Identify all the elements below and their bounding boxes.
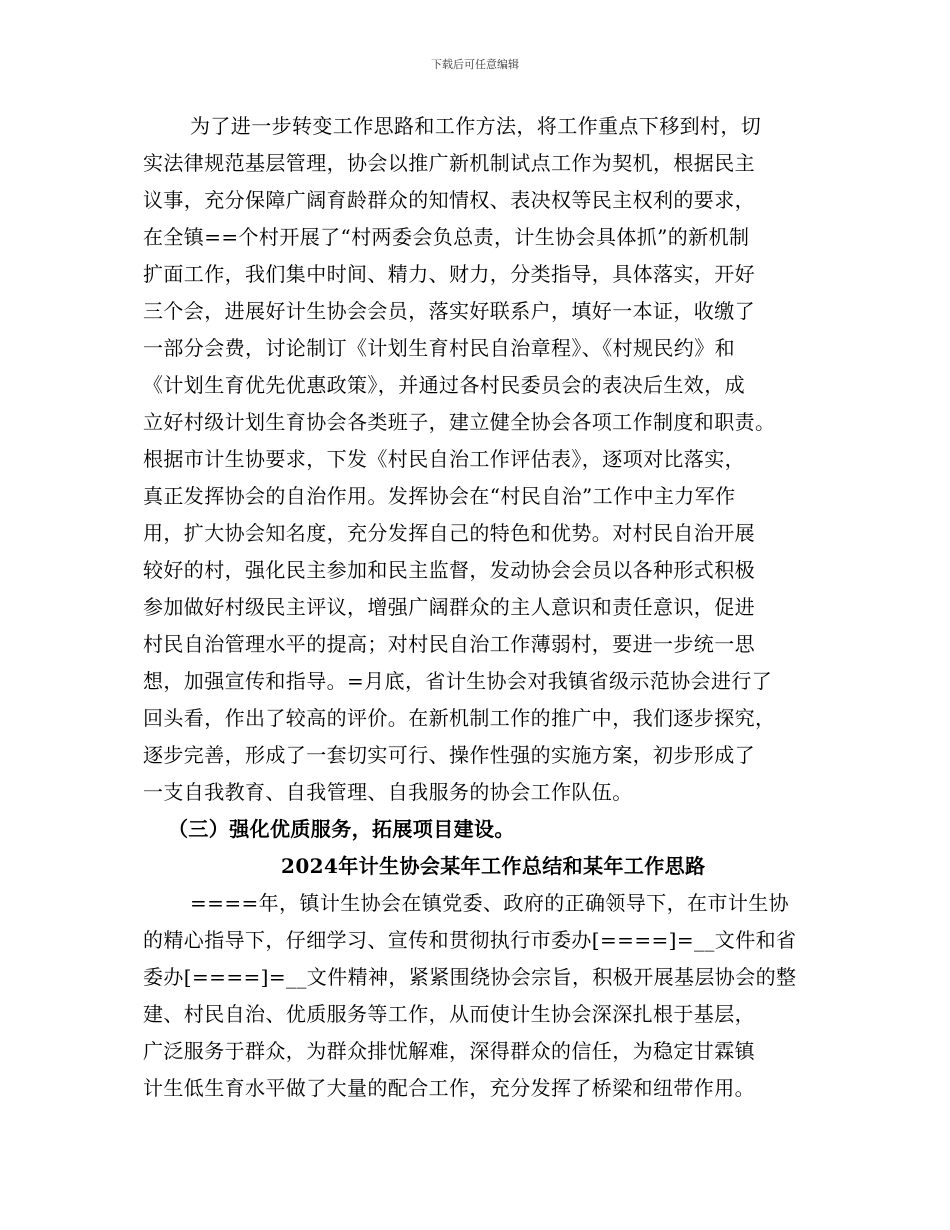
paragraph-line: 计生低生育水平做了大量的配合工作，充分发挥了桥梁和纽带作用。 <box>143 1076 755 1100</box>
page-header: 下载后可任意编辑 <box>431 58 519 71</box>
paragraph-line: 扩面工作，我们集中时间、精力、财力，分类指导，具体落实，开好 <box>143 262 755 286</box>
paragraph-line: 根据市计生协要求，下发《村民自治工作评估表》，逐项对比落实， <box>143 447 745 471</box>
paragraph-line: 用，扩大协会知名度，充分发挥自己的特色和优势。对村民自治开展 <box>143 521 755 545</box>
paragraph-line: 的精心指导下，仔细学习、宣传和贯彻执行市委办[====]=__文件和省 <box>143 928 797 952</box>
paragraph-line: 较好的村，强化民主参加和民主监督，发动协会会员以各种形式积极 <box>143 558 755 582</box>
paragraph-line: 一部分会费，讨论制订《计划生育村民自治章程》、《村规民约》和 <box>143 336 735 360</box>
paragraph-line: 立好村级计划生育协会各类班子，建立健全协会各项工作制度和职责。 <box>143 410 776 434</box>
paragraph-line: 真正发挥协会的自治作用。发挥协会在“村民自治”工作中主力军作 <box>143 484 736 508</box>
paragraph-line: 在全镇==个村开展了“村两委会负总责，计生协会具体抓”的新机制 <box>143 225 750 249</box>
paragraph-line: 为了进一步转变工作思路和工作方法，将工作重点下移到村，切 <box>190 114 762 138</box>
paragraph-line: 《计划生育优先优惠政策》，并通过各村民委员会的表决后生效，成 <box>143 373 745 397</box>
document-title: 2024年计生协会某年工作总结和某年工作思路 <box>281 854 706 878</box>
paragraph-line: 建、村民自治、优质服务等工作，从而使计生协会深深扎根于基层， <box>143 1002 755 1026</box>
paragraph-line: 村民自治管理水平的提高；对村民自治工作薄弱村，要进一步统一思 <box>143 632 755 656</box>
paragraph-line: 议事，充分保障广阔育龄群众的知情权、表决权等民主权利的要求， <box>143 188 755 212</box>
section-heading: （三）强化优质服务，拓展项目建设。 <box>168 817 515 841</box>
paragraph-line: 想，加强宣传和指导。=月底，省计生协会对我镇省级示范协会进行了 <box>143 669 773 693</box>
paragraph-line: 逐步完善，形成了一套切实可行、操作性强的实施方案，初步形成了 <box>143 743 755 767</box>
paragraph-line: 参加做好村级民主评议，增强广阔群众的主人意识和责任意识，促进 <box>143 595 755 619</box>
paragraph-line: 委办[====]=__文件精神，紧紧围绕协会宗旨，积极开展基层协会的整 <box>143 965 797 989</box>
paragraph-line: 实法律规范基层管理，协会以推广新机制试点工作为契机，根据民主 <box>143 151 755 175</box>
paragraph-line: 回头看，作出了较高的评价。在新机制工作的推广中，我们逐步探究， <box>143 706 776 730</box>
paragraph-line: 广泛服务于群众，为群众排忧解难，深得群众的信任，为稳定甘霖镇 <box>143 1039 755 1063</box>
paragraph-line: ====年，镇计生协会在镇党委、政府的正确领导下，在市计生协 <box>190 891 790 915</box>
paragraph-line: 三个会，进展好计生协会会员，落实好联系户，填好一本证，收缴了 <box>143 299 755 323</box>
paragraph-line: 一支自我教育、自我管理、自我服务的协会工作队伍。 <box>143 780 633 804</box>
